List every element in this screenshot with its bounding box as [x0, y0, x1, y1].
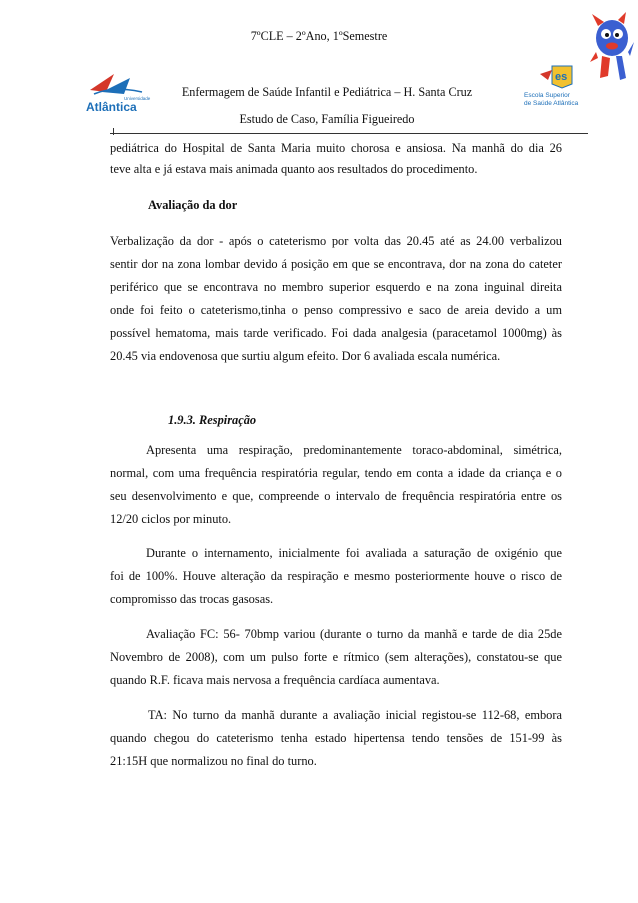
- resp1-line-1: Apresenta uma respiração, predominantemente toraco-abdominal, simétrica,: [146, 443, 562, 457]
- resp4-line-1: TA: No turno da manhã durante a avaliação inicial registou-se 112-68, embora: [148, 708, 562, 722]
- header-case-study: Estudo de Caso, Família Figueiredo: [239, 112, 415, 126]
- logo-left-small-text: Universidade: [124, 96, 151, 101]
- pain-line-3: periférico que se encontrava no membro superior esquerdo e na zona inguinal direita: [110, 280, 562, 294]
- universidade-atlantica-logo: [84, 70, 156, 114]
- logo-right-text-1: Escola Superior: [524, 92, 570, 99]
- pain-heading: Avaliação da dor: [148, 198, 238, 212]
- resp1-line-2: normal, com uma frequência respiratória regular, tendo em conta a idade da criança e o: [110, 466, 562, 480]
- resp3-line-2: Novembro de 2008), com um pulso forte e rítmico (sem alterações), constatou-se que: [110, 650, 562, 664]
- intro-line-2: teve alta e já estava mais animada quanto aos resultados do procedimento.: [110, 162, 478, 176]
- header-course: 7ºCLE – 2ºAno, 1ºSemestre: [250, 29, 388, 43]
- resp2-line-2: foi de 100%. Houve alteração da respiração e mesmo posteriormente houve o risco de: [110, 569, 562, 583]
- resp4-line-3: 21:15H que normalizou no final do turno.: [110, 754, 317, 768]
- header-subject: Enfermagem de Saúde Infantil e Pediátrica – H. Santa Cruz: [181, 85, 473, 99]
- cartoon-mascot-icon: [588, 12, 634, 84]
- pain-line-4: onde foi feito o cateterismo,tinha o penso compressivo e saco de areia devido a um: [110, 303, 562, 317]
- respiration-heading: 1.9.3. Respiração: [168, 413, 257, 427]
- intro-line-1: pediátrica do Hospital de Santa Maria muito chorosa e ansiosa. Na manhã do dia 26: [110, 141, 562, 155]
- resp3-line-3: quando R.F. ficava mais nervosa a frequência cardíaca aumentava.: [110, 673, 440, 687]
- resp4-line-2: quando chegou do cateterismo tenha estado hipertensa tendo tensões de 151-99 às: [110, 731, 562, 745]
- logo-right-badge: es: [555, 71, 568, 83]
- resp2-line-3: compromisso das trocas gasosas.: [110, 592, 274, 606]
- header-rule: [110, 133, 588, 134]
- resp1-line-3: seu desenvolvimento e que, compreende o intervalo de frequência respiratória entre os: [110, 489, 562, 503]
- logo-left-text: Atlântica: [86, 100, 137, 114]
- header-rule-tick: [113, 128, 114, 135]
- resp2-line-1: Durante o internamento, inicialmente foi avaliada a saturação de oxigénio que: [146, 546, 562, 560]
- pain-line-6: 20.45 via endovenosa que surtiu algum efeito. Dor 6 avaliada escala numérica.: [110, 349, 501, 363]
- pain-line-5: possível hematoma, mais tarde verificado. Foi dada analgesia (paracetamol 1000mg) às: [110, 326, 562, 340]
- pain-line-2: sentir dor na zona lombar devido á posição em que se encontrava, dor na zona do cateter: [110, 257, 562, 271]
- logo-right-text-2: de Saúde Atlântica: [524, 100, 579, 107]
- pain-line-1: Verbalização da dor - após o cateterismo por volta das 20.45 até as 24.00 verbalizou: [110, 234, 562, 248]
- resp3-line-1: Avaliação FC: 56- 70bmp variou (durante o turno da manhã e tarde de dia 25de: [146, 627, 562, 641]
- resp1-line-4: 12/20 ciclos por minuto.: [110, 512, 232, 526]
